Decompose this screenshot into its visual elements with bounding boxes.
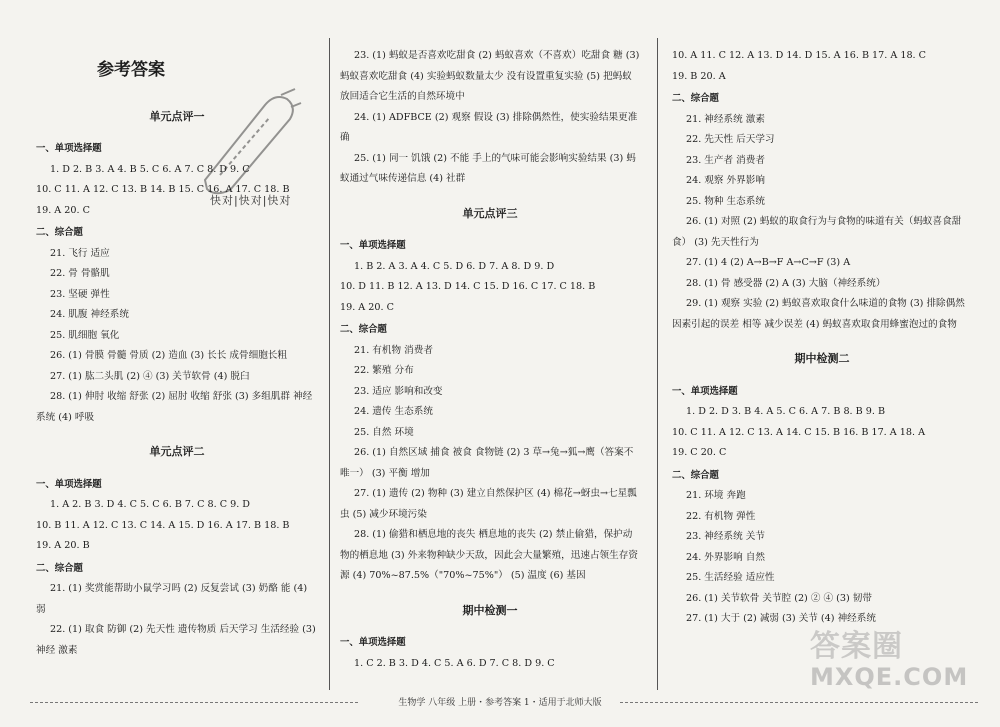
answer-line: 25. 自然 环境 [354, 426, 414, 438]
answer-line: 25. 肌细胞 氧化 [50, 329, 120, 341]
answer-line: 1. B 2. A 3. A 4. C 5. D 6. D 7. A 8. D 9. D [354, 260, 555, 272]
answer-line: 19. A 20. B [36, 540, 90, 551]
page-footer [0, 695, 1000, 709]
answer-column-1 [36, 40, 318, 661]
footer-text: 生物学 八年级 上册・参考答案 1・适用于北师大版 [392, 698, 607, 708]
answer-line: 10. C 11. A 12. C 13. B 14. B 15. C 16. A 17. C 18. B [36, 184, 290, 195]
answer-line: 22. 骨 骨骼肌 [50, 268, 110, 279]
answer-line: 1. A 2. B 3. D 4. C 5. C 6. B 7. C 8. C 9. D [50, 499, 250, 510]
answer-line: 1. C 2. B 3. D 4. C 5. A 6. D 7. C 8. D 9. C [354, 657, 555, 669]
subsection-title: 一、单项选择题 [36, 143, 102, 154]
column-divider [329, 38, 330, 690]
answer-line: 28. (1) 骨 感受器 (2) A (3) 大脑（神经系统） [686, 277, 886, 289]
answer-line: 26. (1) 自然区域 捕食 被食 食物链 (2) 3 草→兔→狐→鹰（答案不唯一） (3) 平衡 增加 [340, 447, 634, 479]
answer-column-2 [340, 46, 640, 674]
subsection-title: 二、综合题 [340, 324, 387, 335]
answer-line: 19. C 20. C [672, 447, 727, 458]
section-title: 单元点评二 [149, 445, 205, 458]
answer-line: 25. 物种 生态系统 [686, 195, 765, 207]
answer-line: 21. 环境 奔跑 [686, 490, 746, 501]
section-title: 单元点评一 [149, 109, 205, 123]
answer-line: 23. 坚硬 弹性 [50, 288, 110, 300]
site-watermark [810, 629, 969, 692]
section-title: 单元点评三 [462, 206, 518, 220]
footer-rule [30, 702, 360, 703]
answer-line: 23. 神经系统 关节 [686, 531, 765, 542]
answer-line: 25. (1) 同一 饥饿 (2) 不能 手上的气味可能会影响实验结果 (3) 蚂蚁通过气味传递信息 (4) 社群 [340, 152, 636, 184]
column-divider [657, 38, 658, 690]
answer-line: 27. (1) 大于 (2) 减弱 (3) 关节 (4) 神经系统 [686, 613, 876, 624]
answer-line: 19. B 20. A [672, 70, 726, 82]
answer-line: 10. C 11. A 12. C 13. A 14. C 15. B 16. B 17. A 18. A [672, 426, 925, 438]
subsection-title: 一、单项选择题 [36, 478, 102, 490]
subsection-title: 二、综合题 [672, 469, 719, 481]
page-title: 参考答案 [97, 60, 165, 80]
subsection-title: 一、单项选择题 [672, 385, 738, 397]
answer-line: 10. B 11. A 12. C 13. C 14. A 15. D 16. A 17. B 18. B [36, 519, 290, 531]
subsection-title: 二、综合题 [672, 93, 719, 104]
answer-line: 10. D 11. B 12. A 13. D 14. C 15. D 16. C 17. C 18. B [340, 281, 596, 292]
answer-line: 22. 先天性 后天学习 [686, 134, 775, 145]
answer-line: 22. 繁殖 分布 [354, 365, 414, 376]
answer-line: 24. 肌腹 神经系统 [50, 309, 129, 320]
answer-line: 21. 有机物 消费者 [354, 344, 433, 356]
answer-line: 23. (1) 蚂蚁是否喜欢吃甜食 (2) 蚂蚁喜欢（不喜欢）吃甜食 糖 (3) 蚂蚁喜欢吃甜食 (4) 实验蚂蚁数量太少 没有设置重复实验 (5) 把蚂蚁放回适合它生活的自然环境中 [340, 50, 640, 102]
answer-column-3 [672, 46, 972, 630]
answer-line: 27. (1) 肱二头肌 (2) ④ (3) 关节软骨 (4) 脱臼 [50, 370, 250, 382]
answer-line: 25. 生活经验 适应性 [686, 572, 775, 583]
stamp-text: 快对|快对|快对 [210, 194, 292, 207]
answer-line: 27. (1) 4 (2) A→B→F A→C→F (3) A [686, 257, 851, 268]
answer-line: 27. (1) 遗传 (2) 物种 (3) 建立自然保护区 (4) 棉花→蚜虫→七星瓢虫 (5) 减少环境污染 [340, 488, 637, 520]
answer-line: 26. (1) 对照 (2) 蚂蚁的取食行为与食物的味道有关（蚂蚁喜食甜食） (3) 先天性行为 [672, 216, 962, 248]
answer-line: 21. 飞行 适应 [50, 247, 110, 259]
answer-line: 28. (1) 偷猎和栖息地的丧失 栖息地的丧失 (2) 禁止偷猎，保护动物的栖息地 (3) 外来物种缺少天敌，因此会大量繁殖，迅速占领生存资源 (4) 70%~87.5%（"70%~75%"） (5) 温度 (6) 基因 [340, 529, 638, 581]
answer-line: 21. (1) 奖赏能帮助小鼠学习吗 (2) 反复尝试 (3) 奶酪 能 (4) 弱 [36, 583, 308, 615]
subsection-title: 一、单项选择题 [340, 240, 406, 251]
footer-rule [620, 702, 980, 703]
answer-line: 24. (1) ADFBCE (2) 观察 假设 (3) 排除偶然性，使实验结果更准确 [340, 111, 638, 143]
answer-line: 29. (1) 观察 实验 (2) 蚂蚁喜欢取食什么味道的食物 (3) 排除偶然因素引起的误差 相等 减少误差 (4) 蚂蚁喜欢取食用蜂蜜泡过的食物 [672, 298, 965, 330]
subsection-title: 二、综合题 [36, 562, 83, 574]
watermark-line-2: MXQE.COM [810, 663, 969, 691]
section-title: 期中检测二 [794, 352, 850, 365]
answer-line: 24. 观察 外界影响 [686, 175, 765, 186]
answer-line: 1. D 2. B 3. A 4. B 5. C 6. A 7. C 8. D 9. C [50, 163, 250, 175]
answer-line: 19. A 20. C [340, 301, 394, 313]
answer-line: 24. 遗传 生态系统 [354, 406, 433, 417]
answer-line: 21. 神经系统 激素 [686, 113, 765, 125]
answer-line: 26. (1) 骨膜 骨髓 骨质 (2) 造血 (3) 长长 成骨细胞长粗 [50, 350, 287, 361]
answer-line: 19. A 20. C [36, 204, 90, 216]
answer-line: 10. A 11. C 12. A 13. D 14. D 15. A 16. B 17. A 18. C [672, 50, 926, 61]
answer-line: 26. (1) 关节软骨 关节腔 (2) ② ④ (3) 韧带 [686, 592, 872, 604]
answer-line: 28. (1) 伸肘 收缩 舒张 (2) 屈肘 收缩 舒张 (3) 多组肌群 神经系统 (4) 呼吸 [36, 391, 313, 423]
subsection-title: 二、综合题 [36, 227, 83, 238]
answer-line: 22. (1) 取食 防御 (2) 先天性 遗传物质 后天学习 生活经验 (3) 神经 激素 [36, 624, 316, 656]
answer-line: 23. 适应 影响和改变 [354, 385, 443, 397]
section-title: 期中检测一 [462, 603, 518, 617]
answer-line: 22. 有机物 弹性 [686, 510, 756, 522]
answer-line: 1. D 2. D 3. B 4. A 5. C 6. A 7. B 8. B 9. B [686, 406, 886, 417]
answer-line: 23. 生产者 消费者 [686, 154, 765, 166]
watermark-line-1: 答案圈 [810, 629, 903, 664]
answer-line: 24. 外界影响 自然 [686, 551, 765, 563]
subsection-title: 一、单项选择题 [340, 637, 406, 648]
